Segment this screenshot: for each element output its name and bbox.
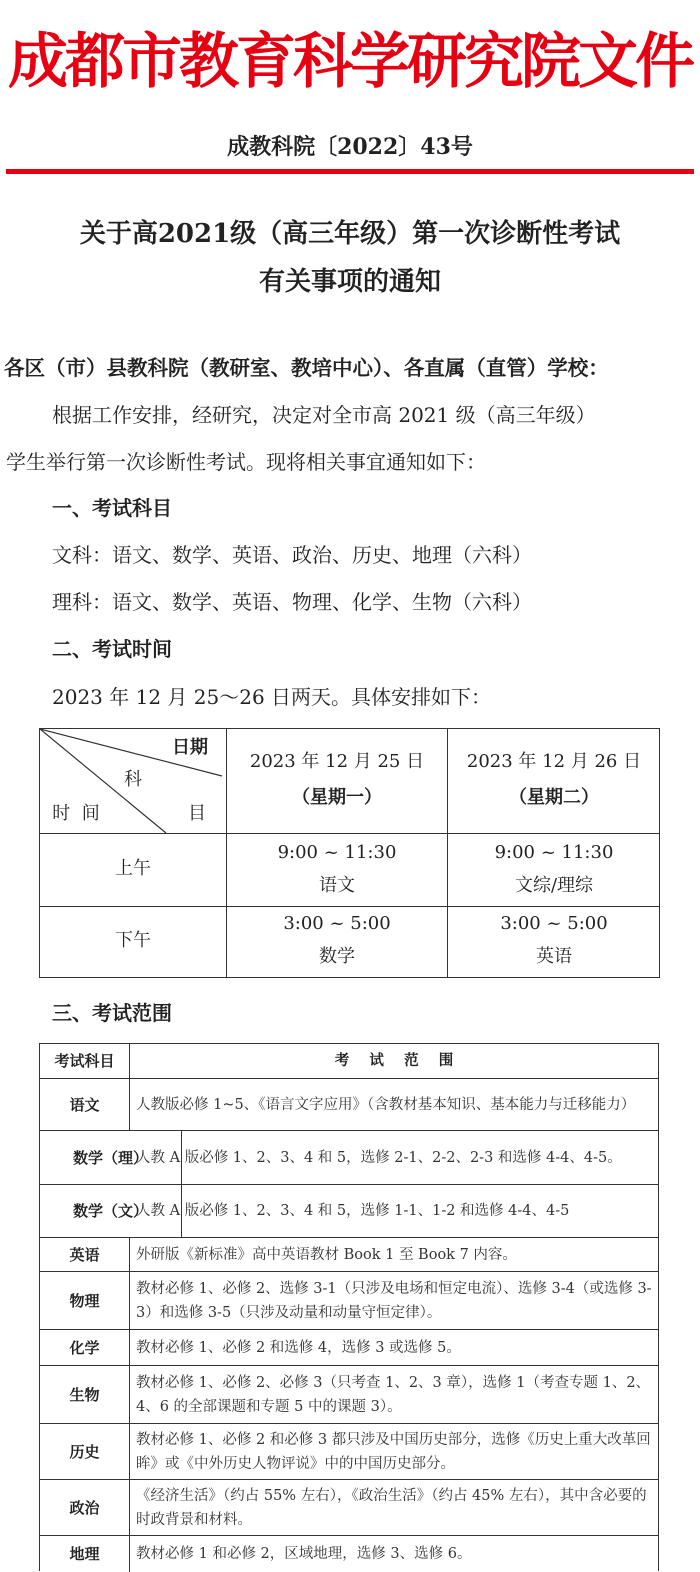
corner-date-label: 日期 xyxy=(172,737,208,758)
morning-day2-subject: 文综/理综 xyxy=(514,875,594,896)
table-row xyxy=(40,1078,658,1130)
row-scope: 人教 A 版必修 1、2、3、4 和 5，选修 1-1、1-2 和选修 4-4、4-5 xyxy=(136,1203,570,1219)
afternoon-day2-time: 3:00 ~ 5:00 xyxy=(500,913,608,934)
table-row xyxy=(40,1130,658,1184)
row-scope: 教材必修 1、必修 2 和选修 4，选修 3 或选修 5。 xyxy=(136,1339,461,1356)
exam-scope-table xyxy=(39,1043,659,1571)
row-subject: 英语 xyxy=(40,1238,130,1271)
afternoon-day1-subject: 数学 xyxy=(319,946,355,967)
corner-mu-label: 目 xyxy=(188,803,206,824)
table-row xyxy=(40,1271,658,1329)
row-subject: 历史 xyxy=(40,1424,130,1479)
table-row xyxy=(40,1365,658,1423)
row-scope: 教材必修 1、必修 2 和必修 3 都只涉及中国历史部分，选修《历史上重大改革回眸》或《中外历史人物评说》中的中国历史部分。 xyxy=(136,1431,651,1472)
section1-heading: 一、考试科目 xyxy=(52,496,172,520)
liberal-arts-subjects: 文科：语文、数学、英语、政治、历史、地理（六科） xyxy=(52,543,532,567)
day2-date: 2023 年 12 月 26 日 xyxy=(466,751,642,772)
corner-time-label: 时 间 xyxy=(52,803,100,824)
intro-line1: 根据工作安排，经研究，决定对全市高 2021 级（高三年级） xyxy=(52,403,596,427)
afternoon-label: 下午 xyxy=(115,930,151,951)
row-scope: 《经济生活》（约占 55% 左右），《政治生活》（约占 45% 左右），其中含必要的时政背景和材料。 xyxy=(136,1487,647,1528)
header-scope: 考 试 范 围 xyxy=(334,1053,454,1069)
row-subject: 数学（理） xyxy=(40,1131,182,1184)
morning-label: 上午 xyxy=(115,858,151,879)
table-header-row xyxy=(40,1044,658,1078)
row-scope: 教材必修 1 和必修 2，区域地理，选修 3、选修 6。 xyxy=(136,1546,472,1562)
table-row xyxy=(40,1423,658,1479)
row-scope: 教材必修 1、必修 2、必修 3（只考查 1、2、3 章），选修 1（考查专题 1、2、4、6 的全部课题和专题 5 中的课题 3）。 xyxy=(136,1374,651,1415)
day1-date: 2023 年 12 月 25 日 xyxy=(249,751,425,772)
notice-title-line1: 关于高2021级（高三年级）第一次诊断性考试 xyxy=(79,219,621,249)
header-subject: 考试科目 xyxy=(40,1044,130,1078)
row-subject: 地理 xyxy=(40,1536,130,1572)
corner-ke-label: 科 xyxy=(124,769,142,790)
table-row xyxy=(40,1535,658,1572)
table-row xyxy=(40,1184,658,1237)
section3-heading: 三、考试范围 xyxy=(52,1001,172,1025)
row-scope: 人教版必修 1~5、《语言文字应用》（含教材基本知识、基本能力与迁移能力） xyxy=(136,1096,636,1113)
day2-weekday: （星期二） xyxy=(509,787,599,808)
section2-heading: 二、考试时间 xyxy=(52,637,172,661)
addressee: 各区（市）县教科院（教研室、教培中心）、各直属（直管）学校： xyxy=(4,356,609,380)
row-scope: 人教 A 版必修 1、2、3、4 和 5，选修 2-1、2-2、2-3 和选修 4-4、4-5。 xyxy=(136,1149,622,1166)
row-scope: 外研版《新标准》高中英语教材 Book 1 至 Book 7 内容。 xyxy=(136,1246,517,1263)
document-masthead: 成都市教育科学研究院文件 xyxy=(8,27,692,97)
afternoon-day1-time: 3:00 ~ 5:00 xyxy=(283,913,391,934)
row-subject: 生物 xyxy=(40,1366,130,1423)
science-subjects: 理科：语文、数学、英语、物理、化学、生物（六科） xyxy=(52,590,532,614)
morning-day1-subject: 语文 xyxy=(319,875,355,896)
notice-title-line2: 有关事项的通知 xyxy=(258,267,441,297)
red-divider-line xyxy=(6,169,694,174)
table-row xyxy=(40,1479,658,1535)
row-subject: 语文 xyxy=(40,1079,130,1130)
afternoon-day2-subject: 英语 xyxy=(536,946,572,967)
table-row xyxy=(40,1237,658,1271)
intro-line2: 学生举行第一次诊断性考试。现将相关事宜通知如下： xyxy=(6,450,486,474)
day1-weekday: （星期一） xyxy=(292,787,382,808)
row-subject: 物理 xyxy=(40,1272,130,1329)
exam-date-summary: 2023 年 12 月 25～26 日两天。具体安排如下： xyxy=(52,685,492,709)
document-number: 成教科院〔2022〕43号 xyxy=(227,134,473,160)
morning-day1-time: 9:00 ~ 11:30 xyxy=(277,842,397,863)
table-row xyxy=(40,1329,658,1365)
row-scope: 教材必修 1、必修 2、选修 3-1（只涉及电场和恒定电流）、选修 3-4（或选修 3-3）和选修 3-5（只涉及动量和动量守恒定律）。 xyxy=(136,1280,652,1321)
row-subject: 化学 xyxy=(40,1330,130,1365)
row-subject: 数学（文） xyxy=(40,1185,182,1237)
exam-schedule-table xyxy=(39,728,660,978)
row-subject: 政治 xyxy=(40,1480,130,1535)
morning-day2-time: 9:00 ~ 11:30 xyxy=(494,842,614,863)
